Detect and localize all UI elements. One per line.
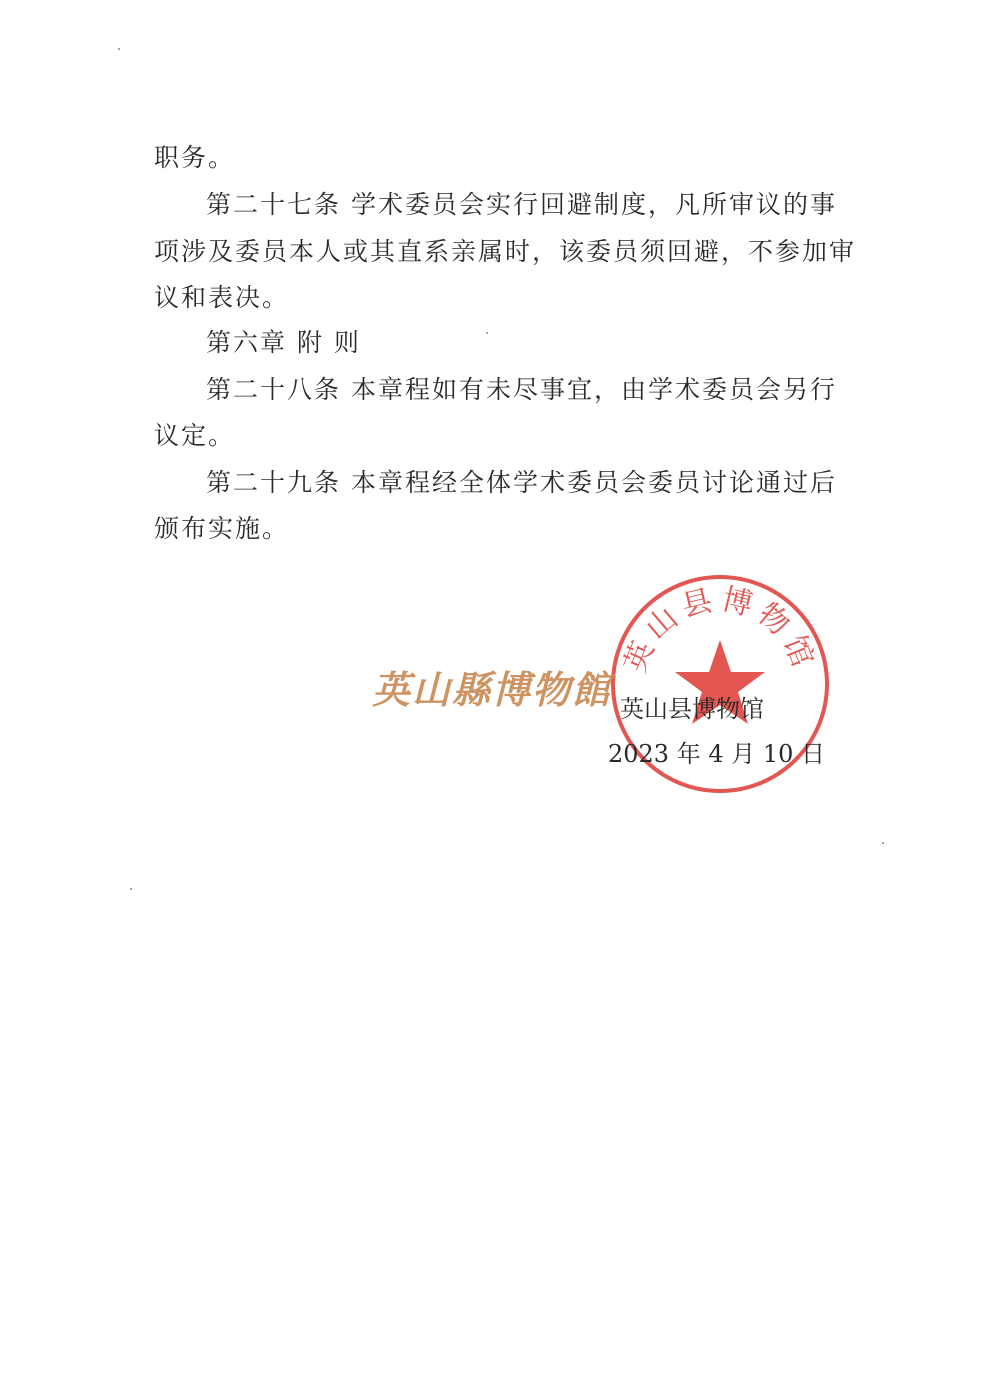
chapter-6-heading: 第六章 附 则 — [206, 328, 361, 357]
article-28-line-2: 议定。 — [154, 421, 236, 450]
body-line-1: 职务。 — [154, 143, 236, 172]
article-27-line-2: 项涉及委员本人或其直系亲属时，该委员须回避，不参加审 — [154, 237, 857, 266]
seal-text: 英山县博物馆 — [617, 581, 823, 678]
scan-speck — [486, 332, 488, 334]
calligraphy-name: 英山縣博物館 — [372, 667, 613, 712]
signature-date: 2023 年 4 月 10 日 — [608, 740, 826, 768]
signature-organization: 英山县博物馆 — [620, 695, 764, 723]
article-29-line-1: 第二十九条 本章程经全体学术委员会委员讨论通过后 — [206, 468, 837, 497]
article-27-line-1: 第二十七条 学术委员会实行回避制度，凡所审议的事 — [206, 190, 837, 219]
scan-speck — [882, 842, 884, 844]
scan-speck — [130, 888, 132, 890]
scan-speck — [118, 48, 120, 50]
article-28-line-1: 第二十八条 本章程如有未尽事宜，由学术委员会另行 — [206, 375, 837, 404]
article-29-line-2: 颁布实施。 — [154, 514, 290, 543]
article-27-line-3: 议和表决。 — [154, 283, 290, 312]
